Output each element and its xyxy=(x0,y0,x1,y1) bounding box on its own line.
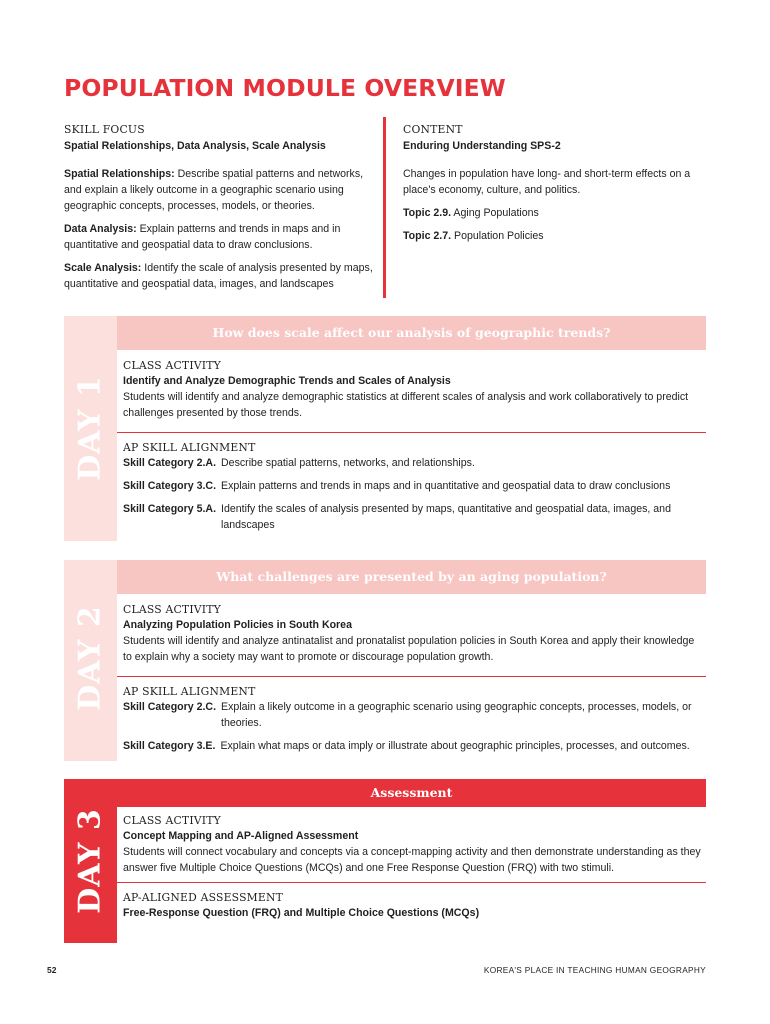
skill-focus-heading: SKILL FOCUS xyxy=(64,123,145,136)
day-3-section xyxy=(64,779,706,943)
skill-desc: Explain a likely outcome in a geographic scenario using geographic concepts, processes, models, or theories. xyxy=(221,701,692,729)
day-2-alignment xyxy=(123,684,706,754)
day-2-tab xyxy=(64,560,117,761)
skill-code: Skill Category 2.A. xyxy=(123,457,217,469)
topic-item xyxy=(403,205,703,221)
activity-heading: CLASS ACTIVITY xyxy=(123,359,221,372)
day-2-activity xyxy=(123,602,706,665)
assessment-title: Free-Response Question (FRQ) and Multiple Choice Questions (MCQs) xyxy=(123,907,480,919)
skill-desc: Explain what maps or data imply or illustrate about geographic principles, processes, and outcomes. xyxy=(220,740,690,752)
alignment-heading: AP SKILL ALIGNMENT xyxy=(123,441,256,454)
page-number: 52 xyxy=(47,965,57,975)
skill-text: Describe spatial patterns and networks, and explain a likely outcome in a geographic scenario using geographic concepts, processes, models, or theories. xyxy=(64,168,364,212)
column-divider xyxy=(383,117,386,298)
topic-item xyxy=(403,228,703,244)
activity-title: Identify and Analyze Demographic Trends and Scales of Analysis xyxy=(123,375,451,387)
day-1-alignment xyxy=(123,440,706,533)
skill-code: Skill Category 5.A. xyxy=(123,503,217,515)
content-section xyxy=(403,122,703,244)
skill-item-scale xyxy=(64,260,378,292)
day-1-activity xyxy=(123,358,706,421)
skill-text: Identify the scale of analysis presented by maps, quantitative and geospatial data, images, and landscapes xyxy=(64,262,373,290)
day-3-label: DAY 3 xyxy=(72,808,108,914)
content-heading: CONTENT xyxy=(403,123,463,136)
divider xyxy=(117,676,706,677)
day-1-banner: How does scale affect our analysis of geographic trends? xyxy=(117,316,706,350)
day-2-label: DAY 2 xyxy=(72,605,108,711)
skill-term: Scale Analysis: xyxy=(64,262,142,274)
activity-title: Concept Mapping and AP-Aligned Assessment xyxy=(123,830,359,842)
activity-heading: CLASS ACTIVITY xyxy=(123,603,221,616)
activity-text: Students will connect vocabulary and concepts via a concept-mapping activity and then demonstrate understanding as they answer five Multiple Choice Questions (MCQs) and one Free Response Question (FRQ) with two stimuli. xyxy=(123,846,701,874)
divider xyxy=(117,432,706,433)
day-2-banner: What challenges are presented by an aging population? xyxy=(117,560,706,594)
day-2-section xyxy=(64,560,706,761)
divider xyxy=(117,882,706,883)
day-3-assessment xyxy=(123,890,706,921)
skill-focus-subheading: Spatial Relationships, Data Analysis, Scale Analysis xyxy=(64,140,326,152)
day-3-tab xyxy=(64,779,117,943)
skill-row xyxy=(123,455,706,471)
skill-item-spatial xyxy=(64,166,378,214)
topic-code: Topic 2.9. xyxy=(403,207,452,219)
day-3-activity xyxy=(123,813,706,876)
alignment-heading: AP SKILL ALIGNMENT xyxy=(123,685,256,698)
day-1-tab xyxy=(64,316,117,541)
skill-desc: Explain patterns and trends in maps and in quantitative and geospatial data to draw conclusions xyxy=(221,480,671,492)
content-description: Changes in population have long- and short-term effects on a place's economy, culture, and politics. xyxy=(403,168,691,196)
skill-item-data xyxy=(64,221,378,253)
skill-desc: Identify the scales of analysis presented by maps, quantitative and geospatial data, images, and landscapes xyxy=(221,503,671,531)
activity-heading: CLASS ACTIVITY xyxy=(123,814,221,827)
skill-row xyxy=(123,738,706,754)
skill-text: Explain patterns and trends in maps and in quantitative and geospatial data to draw conclusions. xyxy=(64,223,341,251)
skill-code: Skill Category 2.C. xyxy=(123,701,217,713)
footer-title: KOREA'S PLACE IN TEACHING HUMAN GEOGRAPHY xyxy=(483,965,706,975)
skill-code: Skill Category 3.C. xyxy=(123,480,217,492)
day-3-banner: Assessment xyxy=(117,779,706,807)
activity-title: Analyzing Population Policies in South Korea xyxy=(123,619,352,631)
skill-row xyxy=(123,501,706,533)
skill-focus-section xyxy=(64,122,378,292)
topic-code: Topic 2.7. xyxy=(403,230,452,242)
page-title: POPULATION MODULE OVERVIEW xyxy=(64,74,506,102)
activity-text: Students will identify and analyze antinatalist and pronatalist population policies in South Korea and apply their knowledge to explain why a society may want to promote or discourage population growth. xyxy=(123,635,695,663)
skill-term: Spatial Relationships: xyxy=(64,168,175,180)
content-subheading: Enduring Understanding SPS-2 xyxy=(403,140,561,152)
day-1-section xyxy=(64,316,706,541)
day-1-label: DAY 1 xyxy=(72,375,108,481)
activity-text: Students will identify and analyze demographic statistics at different scales of analysis and work collaboratively to predict challenges presented by those trends. xyxy=(123,391,689,419)
skill-row xyxy=(123,478,706,494)
topic-name: Aging Populations xyxy=(451,207,539,219)
skill-desc: Describe spatial patterns, networks, and relationships. xyxy=(221,457,475,469)
assessment-heading: AP-ALIGNED ASSESSMENT xyxy=(123,891,284,904)
skill-code: Skill Category 3.E. xyxy=(123,740,216,752)
topic-name: Population Policies xyxy=(451,230,544,242)
skill-row xyxy=(123,699,706,731)
skill-term: Data Analysis: xyxy=(64,223,137,235)
